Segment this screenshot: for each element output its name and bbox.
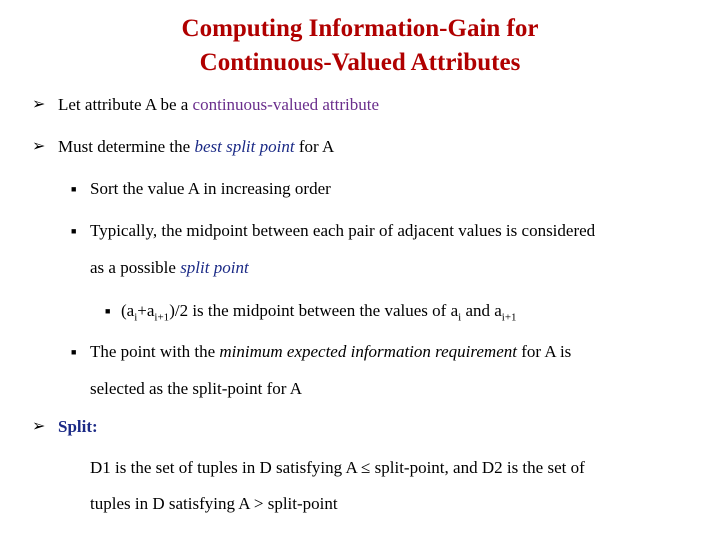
sub-bullet-sort: Sort the value A in increasing order bbox=[90, 179, 331, 198]
slide-title-line-2: Continuous-Valued Attributes bbox=[199, 49, 521, 76]
bullet-text: for A is bbox=[516, 342, 572, 361]
bullet-best-split-point bbox=[58, 136, 334, 158]
sub-bullet-midpoint-line-2 bbox=[90, 257, 249, 279]
square-bullet-icon: ■ bbox=[71, 347, 77, 357]
formula-text: (a bbox=[121, 301, 135, 320]
bullet-text: as a possible bbox=[90, 258, 181, 277]
slide-title bbox=[0, 12, 720, 80]
arrow-bullet-icon: ➢ bbox=[32, 96, 46, 113]
sub-bullet-min-info-line-1 bbox=[90, 341, 571, 363]
bullet-text: Let attribute A be a bbox=[58, 95, 193, 114]
square-bullet-icon: ■ bbox=[105, 306, 111, 316]
sub-sub-bullet-formula bbox=[121, 300, 517, 322]
formula-subscript: i+1 bbox=[501, 311, 517, 324]
slide-title-line-1: Computing Information-Gain for bbox=[181, 15, 539, 42]
bullet-split-label: Split: bbox=[58, 417, 98, 436]
bullet-text: Must determine the bbox=[58, 137, 195, 156]
split-description-line-2: tuples in D satisfying A > split-point bbox=[90, 494, 338, 513]
square-bullet-icon: ■ bbox=[71, 226, 77, 236]
formula-text: +a bbox=[137, 301, 155, 320]
arrow-bullet-icon: ➢ bbox=[32, 418, 46, 435]
formula-subscript: i+1 bbox=[154, 311, 170, 324]
highlighted-term: continuous-valued attribute bbox=[192, 95, 380, 114]
formula-text: )/2 is the midpoint between the values of a bbox=[169, 301, 459, 320]
formula-subscript: i bbox=[134, 311, 138, 324]
sub-bullet-min-info-line-2: selected as the split-point for A bbox=[90, 379, 302, 398]
highlighted-term: best split point bbox=[194, 137, 295, 156]
bullet-text: for A bbox=[294, 137, 335, 156]
formula-subscript: i bbox=[458, 311, 462, 324]
bullet-text: The point with the bbox=[90, 342, 220, 361]
square-bullet-icon: ■ bbox=[71, 184, 77, 194]
arrow-bullet-icon: ➢ bbox=[32, 138, 46, 155]
split-description-line-1: D1 is the set of tuples in D satisfying A ≤ split-point, and D2 is the set of bbox=[90, 458, 585, 477]
bullet-continuous-attribute bbox=[58, 94, 379, 116]
sub-bullet-midpoint-line-1: Typically, the midpoint between each pair of adjacent values is considered bbox=[90, 221, 596, 240]
formula-text: and a bbox=[461, 301, 502, 320]
highlighted-term: split point bbox=[180, 258, 249, 277]
highlighted-term: minimum expected information requirement bbox=[219, 342, 517, 361]
